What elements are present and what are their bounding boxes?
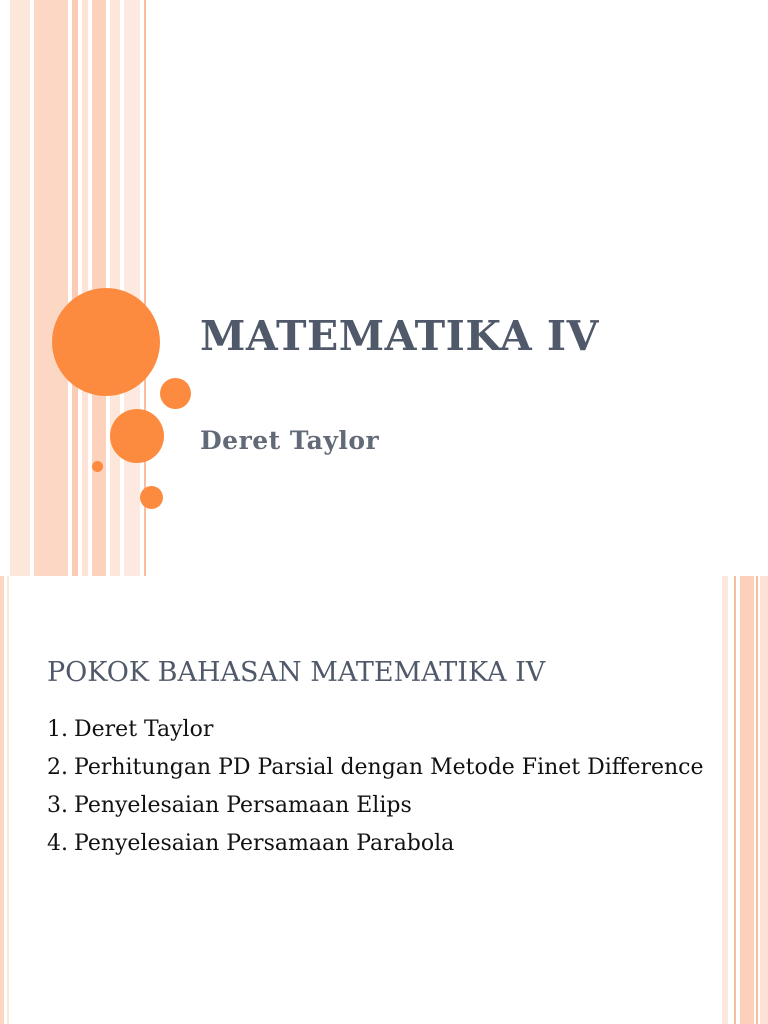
topics-slide xyxy=(0,576,768,1024)
slide-subtitle: Deret Taylor xyxy=(200,426,380,455)
list-item-text: Perhitungan PD Parsial dengan Metode Finet Difference xyxy=(74,755,704,780)
slide-heading: POKOK BAHASAN MATEMATIKA IV xyxy=(47,657,546,688)
medium-circle xyxy=(110,409,164,463)
tiny-circle xyxy=(92,461,103,472)
list-item-number: 3. xyxy=(47,793,68,818)
stripe xyxy=(760,576,768,1024)
list-item-number: 4. xyxy=(47,831,68,856)
stripe xyxy=(756,576,758,1024)
stripe xyxy=(82,0,88,576)
list-item xyxy=(47,753,727,783)
slide-title: MATEMATIKA IV xyxy=(200,312,599,360)
list-item xyxy=(47,715,727,745)
stripe xyxy=(0,576,4,1024)
stripe xyxy=(734,576,736,1024)
stripe xyxy=(124,0,140,576)
small-circle xyxy=(140,486,163,509)
stripe xyxy=(740,576,754,1024)
list-item-number: 2. xyxy=(47,755,68,780)
list-item-text: Penyelesaian Persamaan Parabola xyxy=(74,831,455,856)
small-circle xyxy=(160,378,191,409)
list-item xyxy=(47,829,727,859)
stripe xyxy=(10,0,30,576)
stripe xyxy=(34,0,68,576)
stripe xyxy=(7,576,9,1024)
list-item-number: 1. xyxy=(47,717,68,742)
topic-list xyxy=(47,715,727,867)
list-item xyxy=(47,791,727,821)
list-item-text: Penyelesaian Persamaan Elips xyxy=(74,793,412,818)
stripe xyxy=(72,0,78,576)
list-item-text: Deret Taylor xyxy=(74,717,214,742)
large-circle xyxy=(52,288,160,396)
